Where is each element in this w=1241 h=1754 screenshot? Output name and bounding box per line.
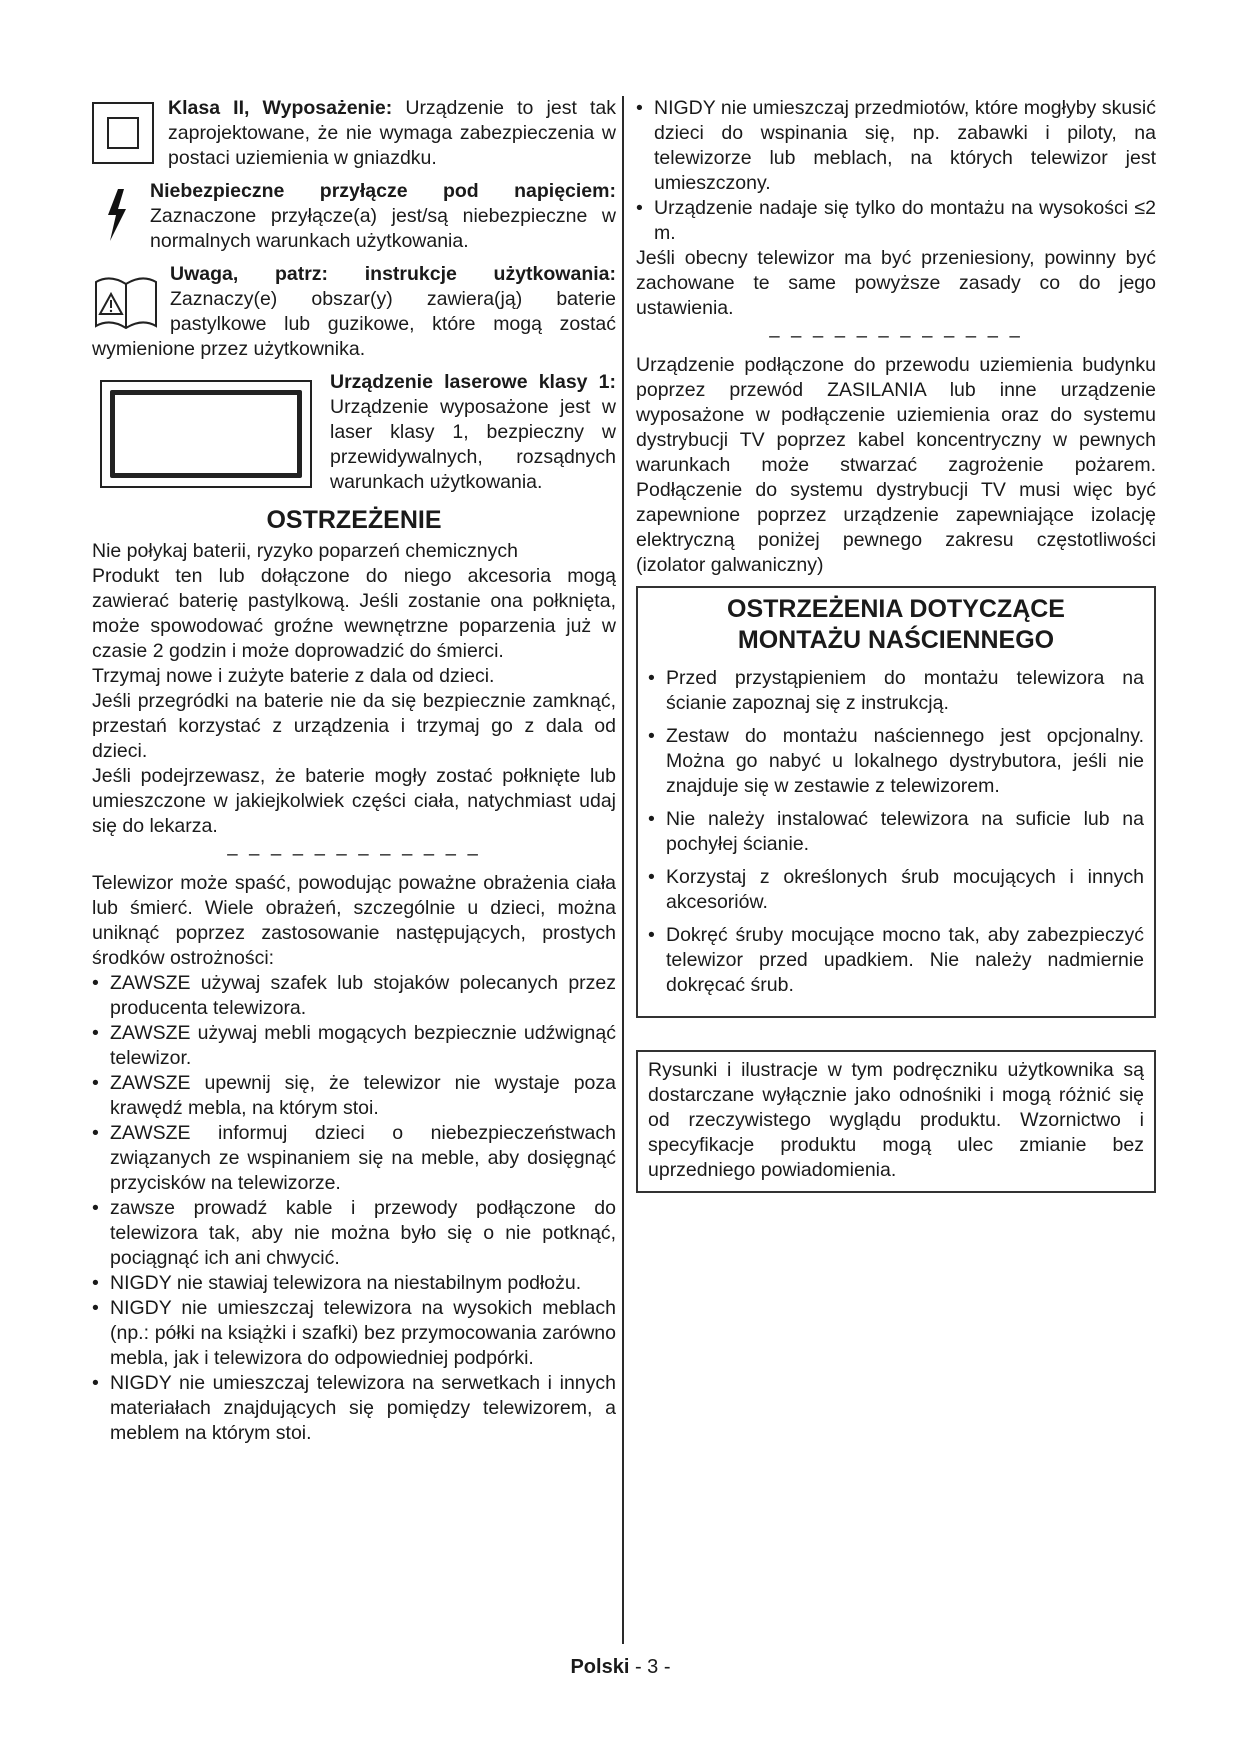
list-item: • NIGDY nie umieszczaj telewizora na serwetkach i innych materiałach znajdujących się pomiędzy telewizorem, a meblem na którym stoi. bbox=[92, 1371, 616, 1446]
class2-title: Klasa II, Wyposażenie: bbox=[168, 97, 393, 119]
section-separator: – – – – – – – – – – – – bbox=[769, 326, 1023, 347]
warning-paragraph: Trzymaj nowe i zużyte baterie z dala od dzieci. bbox=[92, 665, 495, 687]
warning-paragraph: Produkt ten lub dołączone do niego akcesoria mogą zawierać baterię pastylkową. Jeśli zostanie ona połknięta, może spowodować groźne wewnętrzne poparzenia już w czasie 2 godzin i może doprowadzić do śmierci. bbox=[92, 565, 616, 662]
warning-paragraph: Nie połykaj baterii, ryzyko poparzeń chemicznych bbox=[92, 540, 518, 562]
wall-mount-heading bbox=[648, 594, 1144, 656]
class2-section bbox=[92, 96, 616, 171]
lightning-bolt-icon bbox=[92, 185, 142, 245]
class2-text: Urządzenie to jest tak zaprojektowane, że nie wymaga zabezpieczenia w postaci uziemienia w gniazdku. bbox=[168, 97, 616, 169]
warning-paragraph: Jeśli przegródki na baterie nie da się bezpiecznie zamknąć, przestań korzystać z urządzenia i trzymaj go z dala od dzieci. bbox=[92, 690, 616, 762]
right-column bbox=[636, 96, 1156, 1193]
caution-text: Zaznaczy(e) obszar(y) zawiera(ją) baterie pastylkowe lub guzikowe, które mogą zostać wymienione przez użytkownika. bbox=[92, 288, 616, 360]
live-terminal-section bbox=[92, 179, 616, 254]
list-item: • ZAWSZE upewnij się, że telewizor nie wystaje poza krawędź mebla, na którym stoi. bbox=[92, 1071, 616, 1121]
tv-fall-intro: Telewizor może spaść, powodując poważne obrażenia ciała lub śmierć. Wiele obrażeń, szczególnie u dzieci, można uniknąć poprzez zastosowanie następujących, prostych środków ostrożności: bbox=[92, 872, 616, 969]
caution-title: Uwaga, patrz: instrukcje użytkowania: bbox=[170, 263, 616, 285]
list-item: • Zestaw do montażu naściennego jest opcjonalny. Można go nabyć u lokalnego dystrybutora, jeśli nie znajduje się w zestawie z telewizorem. bbox=[648, 724, 1144, 799]
footer-language: Polski bbox=[570, 1656, 630, 1678]
warning-paragraphs bbox=[92, 539, 616, 839]
class2-double-square-icon bbox=[92, 102, 154, 164]
list-item: • ZAWSZE używaj szafek lub stojaków polecanych przez producenta telewizora. bbox=[92, 971, 616, 1021]
warning-heading: OSTRZEŻENIE bbox=[266, 506, 442, 534]
grounding-warning: Urządzenie podłączone do przewodu uziemienia budynku poprzez przewód ZASILANIA lub inne urządzenie wyposażone w podłączenie uziemienia oraz do systemu dystrybucji TV poprzez kabel koncentryczny w pewnych warunkach może stwarzać zagrożenie pożarem. Podłączenie do systemu dystrybucji TV musi więc być zapewnione poprzez urządzenie zapewniające izolację elektryczną poniżej pewnego zakresu częstotliwości (izolator galwaniczny) bbox=[636, 354, 1156, 576]
list-item: • Urządzenie nadaje się tylko do montażu na wysokości ≤2 m. bbox=[636, 196, 1156, 246]
column-divider bbox=[622, 96, 624, 1644]
laser-title: Urządzenie laserowe klasy 1: bbox=[330, 371, 616, 393]
list-item: • Dokręć śruby mocujące mocno tak, aby zabezpieczyć telewizor przed upadkiem. Nie należy nadmiernie dokręcać śrub. bbox=[648, 923, 1144, 998]
footer-page-number: - 3 - bbox=[634, 1656, 671, 1678]
laser-class1-label-icon bbox=[100, 380, 312, 488]
disclaimer-text: Rysunki i ilustracje w tym podręczniku użytkownika są dostarczane wyłącznie jako odnośniki i mogą różnić się od rzeczywistego wyglądu produktu. Wzornictwo i specyfikacje produktu mogą ulec zmianie bez uprzedniego powiadomienia. bbox=[648, 1059, 1144, 1181]
list-item: • ZAWSZE informuj dzieci o niebezpieczeństwach związanych ze wspinaniem się na meble, aby dosięgnąć przycisków na telewizorze. bbox=[92, 1121, 616, 1196]
live-terminal-title: Niebezpieczne przyłącze pod napięciem: bbox=[150, 180, 616, 202]
list-item: • zawsze prowadź kable i przewody podłączone do telewizora tak, aby nie można było się o nie potknąć, pociągnąć ich ani chwycić. bbox=[92, 1196, 616, 1271]
caution-manual-icon bbox=[92, 272, 160, 332]
wall-mount-heading-line1: OSTRZEŻENIA DOTYCZĄCE bbox=[727, 595, 1065, 623]
wall-mount-warning-box bbox=[636, 586, 1156, 1018]
list-item: • Przed przystąpieniem do montażu telewizora na ścianie zapoznaj się z instrukcją. bbox=[648, 666, 1144, 716]
laser-text: Urządzenie wyposażone jest w laser klasy 1, bezpieczny w przewidywalnych, rozsądnych warunkach użytkowania. bbox=[330, 396, 616, 493]
list-item: • NIGDY nie umieszczaj telewizora na wysokich meblach (np.: półki na książki i szafki) bez przymocowania zarówno mebla, jak i telewizora do odpowiedniej podpórki. bbox=[92, 1296, 616, 1371]
list-item: • Nie należy instalować telewizora na suficie lub na pochyłej ścianie. bbox=[648, 807, 1144, 857]
wall-mount-list bbox=[648, 666, 1144, 998]
section-separator: – – – – – – – – – – – – bbox=[227, 844, 481, 865]
warning-paragraph: Jeśli podejrzewasz, że baterie mogły zostać połknięte lub umieszczone w jakiejkolwiek części ciała, natychmiast udaj się do lekarza. bbox=[92, 765, 616, 837]
wall-mount-heading-line2: MONTAŻU NAŚCIENNEGO bbox=[737, 626, 1055, 654]
list-item: • NIGDY nie umieszczaj przedmiotów, które mogłyby skusić dzieci do wspinania się, np. zabawki i piloty, na telewizorze lub meblach, na których telewizor jest umieszczony. bbox=[636, 96, 1156, 196]
page-footer bbox=[0, 1656, 1241, 1679]
live-terminal-text: Zaznaczone przyłącze(a) jest/są niebezpieczne w normalnych warunkach użytkowania. bbox=[150, 205, 616, 252]
laser-section bbox=[92, 370, 616, 495]
move-note: Jeśli obecny telewizor ma być przeniesiony, powinny być zachowane te same powyższe zasady co do jego ustawienia. bbox=[636, 247, 1156, 319]
caution-section bbox=[92, 262, 616, 362]
list-item: • Korzystaj z określonych śrub mocujących i innych akcesoriów. bbox=[648, 865, 1144, 915]
left-column bbox=[92, 96, 616, 1446]
tv-safety-list bbox=[92, 971, 616, 1446]
disclaimer-box bbox=[636, 1050, 1156, 1193]
tv-safety-list-continued bbox=[636, 96, 1156, 246]
list-item: • ZAWSZE używaj mebli mogących bezpiecznie udźwignąć telewizor. bbox=[92, 1021, 616, 1071]
list-item: • NIGDY nie stawiaj telewizora na niestabilnym podłożu. bbox=[92, 1271, 616, 1296]
